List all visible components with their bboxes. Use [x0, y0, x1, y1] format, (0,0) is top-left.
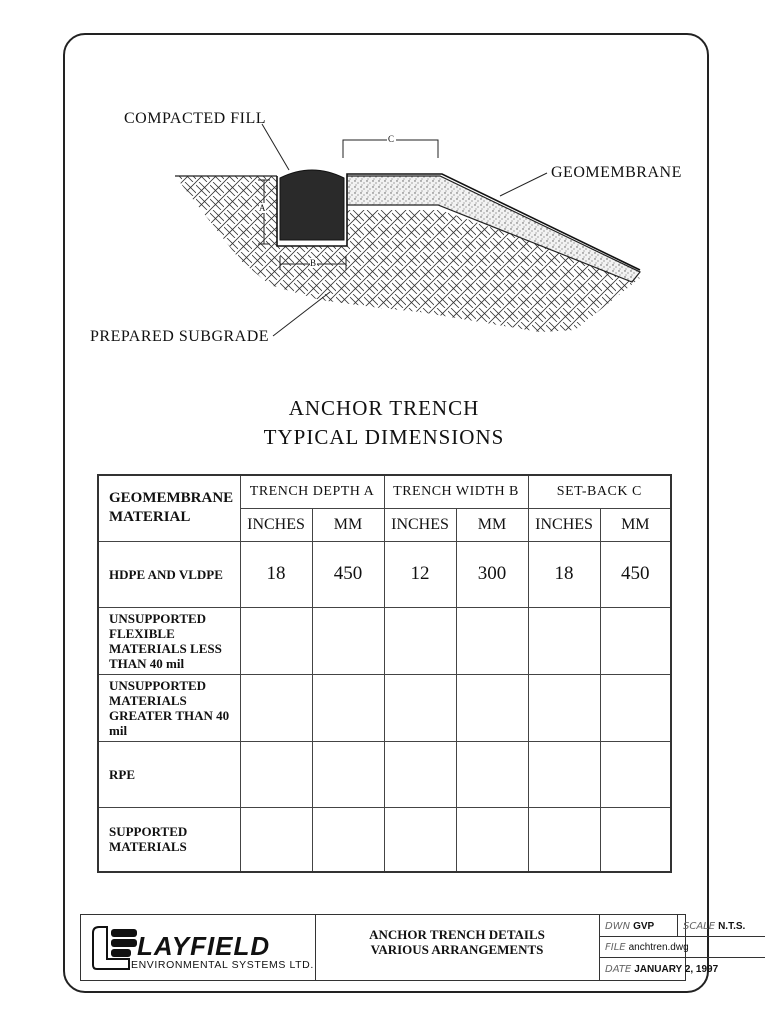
table-cell [384, 807, 456, 872]
table-cell [456, 607, 528, 674]
table-cell [312, 741, 384, 807]
file-value: anchtren.dwg [628, 942, 689, 953]
table-row [98, 541, 671, 607]
table-cell [240, 607, 312, 674]
table-cell [600, 807, 671, 872]
row-material: SUPPORTED MATERIALS [98, 807, 240, 872]
table-cell [384, 607, 456, 674]
scale-key: SCALE [683, 921, 716, 932]
row-material: HDPE AND VLDPE [98, 541, 240, 607]
unit-header: INCHES [240, 508, 312, 541]
header-trench-width: TRENCH WIDTH B [384, 475, 528, 508]
dimension-c-label: C [388, 134, 395, 144]
table-cell: 450 [312, 541, 384, 607]
prepared-subgrade-label: PREPARED SUBGRADE [90, 328, 270, 345]
drawn-by-value: GVP [633, 921, 655, 932]
table-cell [528, 807, 600, 872]
row-material: UNSUPPORTED MATERIALS GREATER THAN 40 mil [98, 674, 240, 741]
logo-subtitle: ENVIRONMENTAL SYSTEMS LTD. [131, 959, 314, 971]
table-cell: 300 [456, 541, 528, 607]
table-row [98, 674, 671, 741]
heading-line-2: TYPICAL DIMENSIONS [263, 425, 505, 449]
dimensions-table [97, 474, 672, 873]
compacted-fill-label: COMPACTED FILL [124, 110, 266, 127]
drawn-by [605, 921, 654, 932]
scale-value: N.T.S. [718, 921, 746, 932]
table-cell: 18 [240, 541, 312, 607]
compacted-fill-block [280, 170, 344, 240]
heading-line-1: ANCHOR TRENCH [288, 396, 480, 420]
table-cell [240, 741, 312, 807]
drawing-title [315, 915, 600, 980]
row-material: RPE [98, 741, 240, 807]
table-cell [384, 741, 456, 807]
table-cell [456, 674, 528, 741]
logo-name: LAYFIELD [137, 931, 271, 961]
table-cell: 450 [600, 541, 671, 607]
table-cell [528, 607, 600, 674]
unit-header: INCHES [384, 508, 456, 541]
scale [683, 921, 745, 932]
unit-header: MM [312, 508, 384, 541]
table-cell [528, 674, 600, 741]
file-key: FILE [605, 942, 626, 953]
table-cell [240, 674, 312, 741]
table-cell [528, 741, 600, 807]
table-cell [600, 607, 671, 674]
table-row [98, 741, 671, 807]
table-cell: 12 [384, 541, 456, 607]
table-cell [600, 674, 671, 741]
dimension-b-label: B [310, 258, 317, 268]
table-cell: 18 [528, 541, 600, 607]
table-cell [600, 741, 671, 807]
drawing-title-line-1: ANCHOR TRENCH DETAILS [369, 927, 545, 942]
drawing-info [599, 915, 765, 980]
dimension-a-label: A [259, 203, 266, 213]
unit-header: MM [600, 508, 671, 541]
table-cell [384, 674, 456, 741]
header-material: GEOMEMBRANE MATERIAL [98, 475, 240, 541]
table-cell [456, 741, 528, 807]
row-material: UNSUPPORTED FLEXIBLE MATERIALS LESS THAN 40 mil [98, 607, 240, 674]
title-block [80, 914, 746, 981]
date [605, 964, 718, 975]
table-cell [456, 807, 528, 872]
date-key: DATE [605, 964, 632, 975]
header-set-back: SET-BACK C [528, 475, 671, 508]
table-cell [240, 807, 312, 872]
table-cell [312, 674, 384, 741]
unit-header: MM [456, 508, 528, 541]
table-cell [312, 607, 384, 674]
drawn-by-key: DWN [605, 921, 631, 932]
unit-header: INCHES [528, 508, 600, 541]
table-row [98, 807, 671, 872]
geomembrane-label: GEOMEMBRANE [551, 164, 682, 181]
header-trench-depth: TRENCH DEPTH A [240, 475, 384, 508]
table-cell [312, 807, 384, 872]
table-row [98, 607, 671, 674]
file [605, 942, 689, 953]
drawing-title-line-2: VARIOUS ARRANGEMENTS [370, 942, 544, 957]
company-logo [81, 915, 316, 980]
date-value: JANUARY 2, 1997 [634, 964, 719, 975]
